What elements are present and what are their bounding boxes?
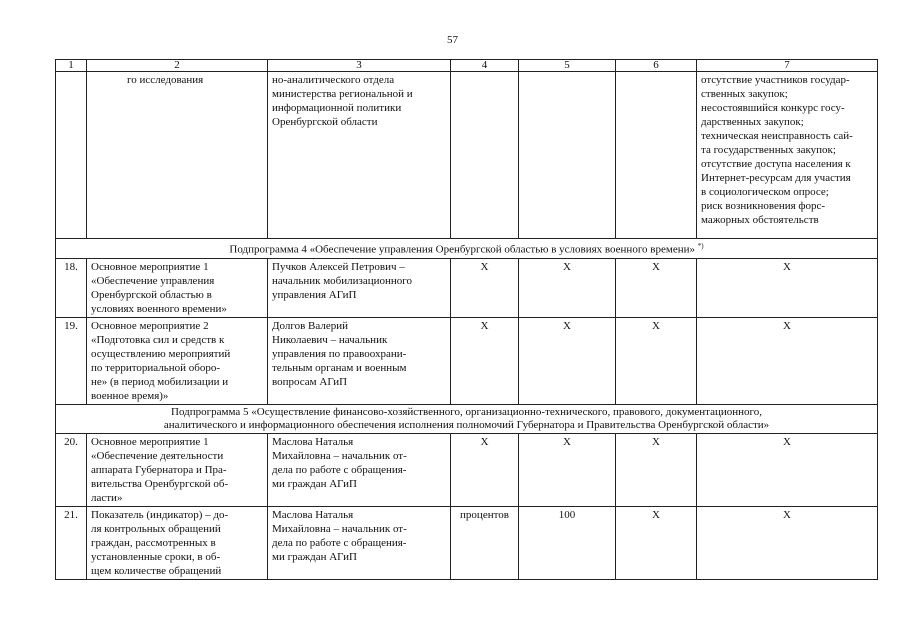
table-row [56, 506, 878, 579]
row-col7: Х [697, 317, 878, 404]
row-value: 100 [519, 506, 616, 579]
header-cell-4: 4 [451, 60, 519, 72]
header-cell-6: 6 [616, 60, 697, 72]
subprogram-4-row [56, 239, 878, 259]
subprogram-5-row [56, 404, 878, 433]
row-number: 20. [56, 433, 87, 506]
row-col5: Х [519, 433, 616, 506]
row-col7: Х [697, 433, 878, 506]
subprogram-4-title: Подпрограмма 4 «Обеспечение управления Оренбургской областью в условиях военного времени» [229, 243, 696, 256]
row-col7: Х [697, 506, 878, 579]
header-cell-1: 1 [56, 60, 87, 72]
row-col5: Х [519, 317, 616, 404]
row-name: Показатель (индикатор) – до- ля контрольных обращений граждан, рассмотренных в установленные сроки, в об- щем количестве обращений [87, 506, 268, 579]
row-col5: Х [519, 258, 616, 317]
row-responsible: Долгов Валерий Николаевич – начальник управления по правоохрани- тельным органам и военным вопросам АГиП [268, 317, 451, 404]
continuation-row [56, 72, 878, 239]
row-responsible: Маслова Наталья Михайловна – начальник от- дела по работе с обращения- ми граждан АГиП [268, 506, 451, 579]
row-col6: Х [616, 506, 697, 579]
row-col4: Х [451, 433, 519, 506]
cont-num-cell [56, 72, 87, 239]
measures-table [55, 59, 878, 580]
row-unit: процентов [451, 506, 519, 579]
header-cell-2: 2 [87, 60, 268, 72]
cont-name-cell: го исследования [87, 72, 268, 239]
row-col6: Х [616, 317, 697, 404]
cont-risks-cell: отсутствие участников государ- ственных закупок; несостоявшийся конкурс госу- дарственных закупок; техническая неисправность сай- та государственных закупок; отсутствие доступа населения к Интернет-ресурсам для участия в социологическом опросе; риск возникновения форс- мажорных обстоятельств [697, 72, 878, 239]
cont-col6-cell [616, 72, 697, 239]
row-col7: Х [697, 258, 878, 317]
subprogram-4-title-cell [56, 239, 878, 259]
row-number: 21. [56, 506, 87, 579]
row-number: 19. [56, 317, 87, 404]
row-name: Основное мероприятие 1 «Обеспечение деятельности аппарата Губернатора и Пра- вительства Оренбургской об- ласти» [87, 433, 268, 506]
table-row [56, 317, 878, 404]
header-cell-3: 3 [268, 60, 451, 72]
table-row [56, 433, 878, 506]
row-col4: Х [451, 258, 519, 317]
row-responsible: Пучков Алексей Петрович – начальник мобилизационного управления АГиП [268, 258, 451, 317]
footnote-mark: *) [697, 242, 704, 250]
row-number: 18. [56, 258, 87, 317]
header-row [56, 60, 878, 72]
row-name: Основное мероприятие 2 «Подготовка сил и средств к осуществлению мероприятий по территориальной оборо- не» (в период мобилизации и военное время)» [87, 317, 268, 404]
header-cell-7: 7 [697, 60, 878, 72]
row-responsible: Маслова Наталья Михайловна – начальник от- дела по работе с обращения- ми граждан АГиП [268, 433, 451, 506]
page-number: 57 [447, 34, 458, 46]
cont-col4-cell [451, 72, 519, 239]
cont-responsible-cell: но-аналитического отдела министерства региональной и информационной политики Оренбургской области [268, 72, 451, 239]
table-row [56, 258, 878, 317]
row-col6: Х [616, 433, 697, 506]
header-cell-5: 5 [519, 60, 616, 72]
row-col6: Х [616, 258, 697, 317]
row-name: Основное мероприятие 1 «Обеспечение управления Оренбургской областью в условиях военного времени» [87, 258, 268, 317]
row-col4: Х [451, 317, 519, 404]
subprogram-5-title: Подпрограмма 5 «Осуществление финансово-хозяйственного, организационно-технического, правового, документационного, аналитического и информационного обеспечения исполнения полномочий Губернатора и Правительства Оренбургской области» [56, 404, 878, 433]
cont-col5-cell [519, 72, 616, 239]
